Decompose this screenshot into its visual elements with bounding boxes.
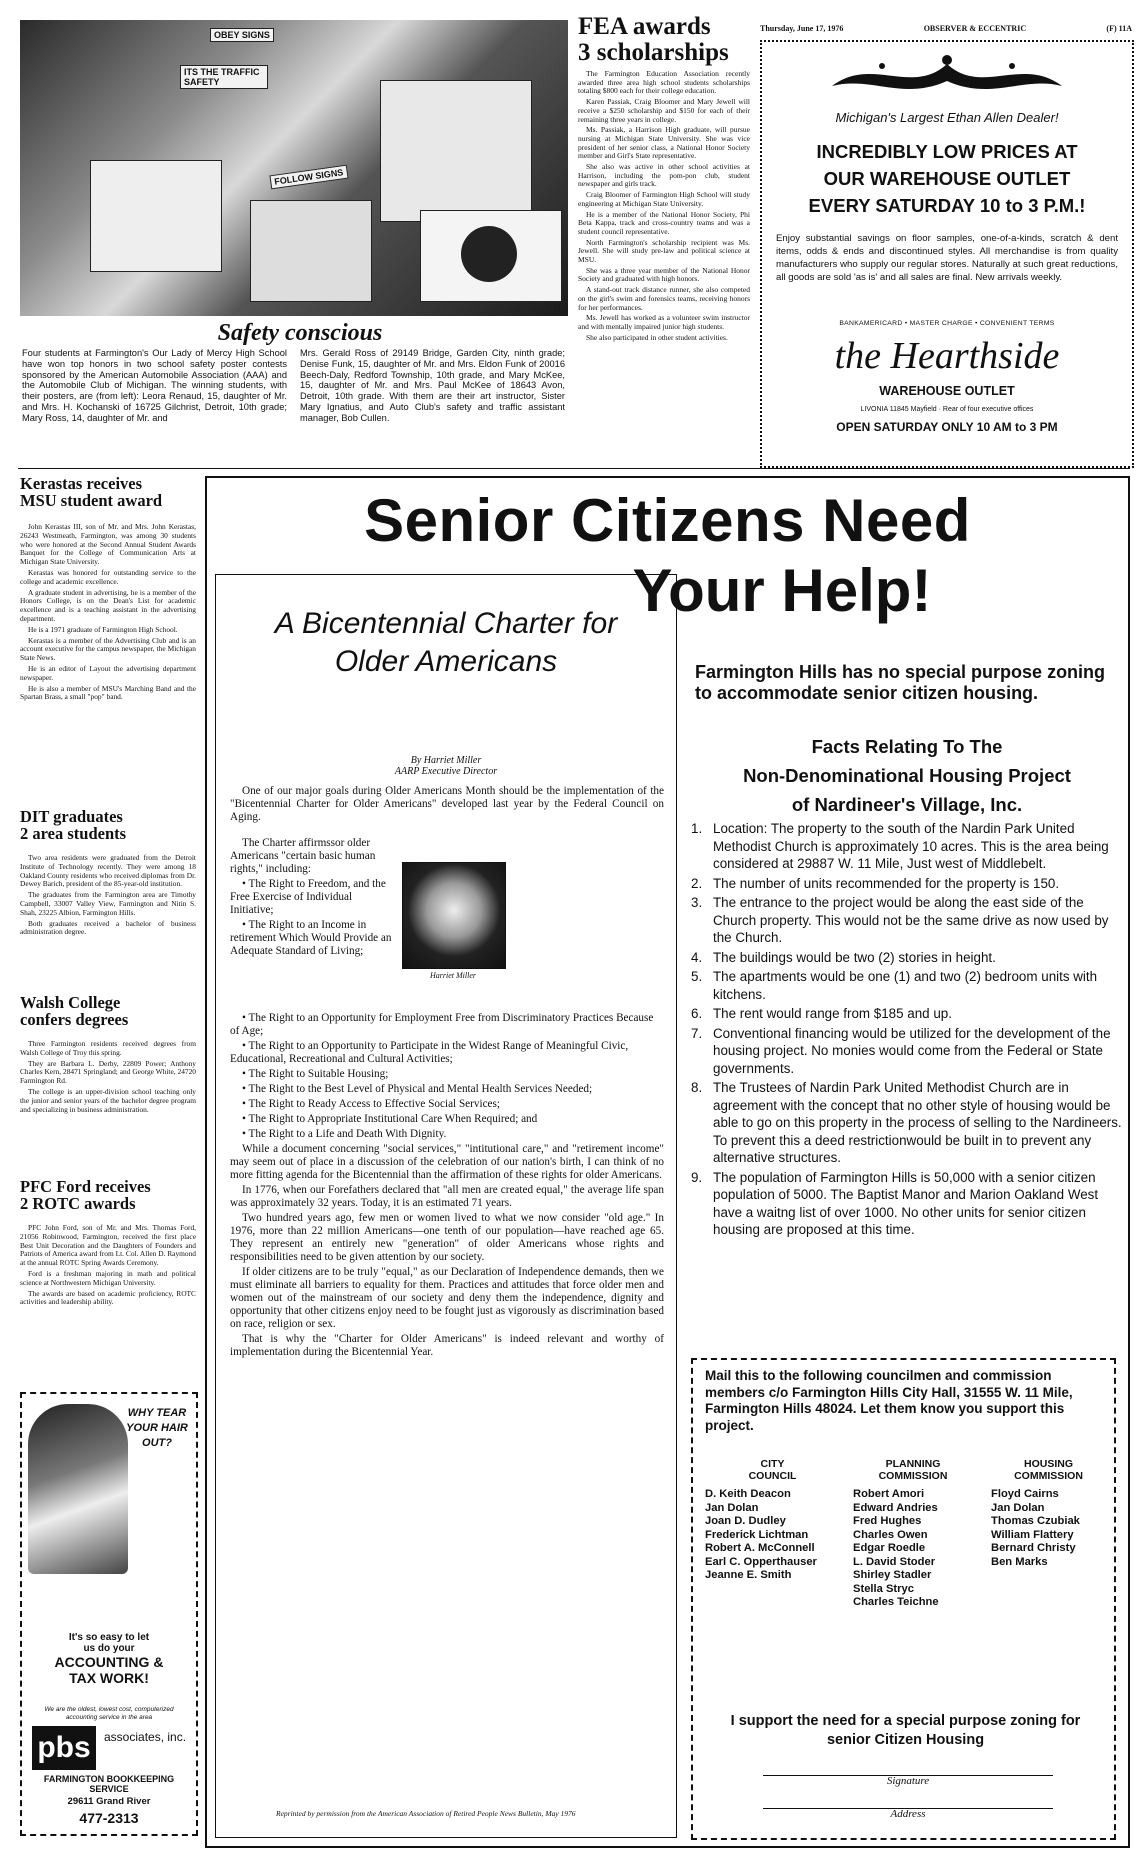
right-item: • The Right to the Best Level of Physical and Mental Health Services Needed; (242, 1083, 593, 1095)
list-item: Shirley Stadler (853, 1569, 932, 1581)
name-list (991, 1488, 1106, 1569)
paragraph: One of our major goals during Older Americans Month should be the implementation of the "Bicentennial Charter for Older Americans" developed last year by the Federal Council on Aging. (230, 785, 664, 823)
fact-text: The Trustees of Nardin Park United Methodist Church are in agreement with the concept that no other style of housing would be able to go on this property in the process of selling to the Nardineers. To prevent this a deed restrictionwould be built in to prevent any alternative structures. (713, 1080, 1122, 1165)
fact-item (691, 949, 1123, 967)
list-item: Jan Dolan (705, 1501, 759, 1514)
name-list (853, 1488, 973, 1610)
fact-number: 5. (691, 969, 703, 984)
right-item: • The Right to an Income in retirement Which Would Provide an Adequate Standard of Living; (230, 919, 392, 957)
byline-role: AARP Executive Director (394, 766, 498, 777)
right-item: • The Right to an Opportunity for Employment Free from Discriminatory Practices Because of Age; (230, 1012, 654, 1037)
signature-label: Signature (886, 1775, 930, 1787)
zoning-statement: Farmington Hills has no special purpose zoning to accommodate senior citizen housing. (695, 662, 1106, 703)
fact-number: 7. (691, 1025, 703, 1041)
paragraph: While a document concerning "social services," "intitutional care," and "retirement income" may seem out of place in a discussion of the celebration of our nation's birth, I can think of no more fitting agenda for the Bicentennial than the affirmation of these rights for older Americans. (230, 1143, 664, 1181)
slogan-line: TAX WORK! (69, 1670, 149, 1686)
fea-headline-line: 3 scholarships (578, 39, 729, 67)
heading-line: COMMISSION (1014, 1470, 1083, 1482)
list-item: Floyd Cairns (991, 1488, 1059, 1500)
slogan-line: us do your (83, 1643, 135, 1654)
paragraph: He is a 1971 graduate of Farmington High School. (28, 624, 178, 634)
ad-tagline: Michigan's Largest Ethan Allen Dealer! (835, 110, 1059, 125)
photo-sign: FOLLOW SIGNS (269, 165, 348, 190)
fea-headline-line: FEA awards (578, 13, 711, 40)
fact-text: Conventional financing would be utilized for the development of the housing project. No monies would come from the Federal or State governments. (713, 1025, 1111, 1076)
masthead-date: Thursday, June 17, 1976 (760, 24, 844, 33)
headline-line: 2 area students (20, 824, 127, 844)
ad-body: Enjoy substantial savings on floor samples, one-of-a-kinds, scratch & dent items, odds & ends and discontinued styles. All merchandise is from quality manufacturers who supply our regular stores. Naturally at such great reductions, all goods are sold 'as is' and all sales are final. New arrivals weekly. (776, 233, 1118, 283)
mail-coupon (691, 1358, 1116, 1840)
slogan-line: ACCOUNTING & (54, 1654, 164, 1670)
headline-line: MSU student award (20, 491, 163, 511)
headline-line: Walsh College (20, 993, 121, 1012)
photo-sign: ITS THE TRAFFIC SAFETY (180, 65, 268, 89)
slogan-line: It's so easy to let (68, 1632, 150, 1643)
right-item: • The Right to a Life and Death With Dignity. (242, 1128, 447, 1140)
charter-intro (230, 785, 664, 826)
paragraph: She also participated in other student activities. (586, 332, 728, 342)
masthead-page: (F) 11A (1106, 24, 1132, 33)
charter-byline (216, 755, 676, 777)
charter-rights-wide (230, 1012, 664, 1361)
fact-item (691, 1079, 1123, 1167)
list-item: Jan Dolan (991, 1501, 1045, 1514)
headline-line: 2 ROTC awards (20, 1194, 136, 1214)
fact-text: The number of units recommended for the property is 150. (713, 875, 1060, 891)
list-item: Jeanne E. Smith (705, 1569, 792, 1581)
paragraph: Three Farmington residents received degrees from Walsh College of Troy this spring. (20, 1039, 196, 1057)
charter-rights-narrow (230, 837, 395, 960)
pfc-headline (20, 1178, 196, 1213)
reprint-note: Reprinted by permission from the American Association of Retired People News Bulletin, May 1976 (276, 1809, 576, 1818)
paragraph: Both graduates received a bachelor of business administration degree. (20, 918, 196, 937)
list-item: Bernard Christy (991, 1542, 1076, 1554)
photo-poster (90, 160, 222, 272)
heading-line: COUNCIL (748, 1470, 797, 1482)
safety-caption-right: Mrs. Gerald Ross of 29149 Bridge, Garden City, ninth grade; Denise Funk, 15, daughter of Mr. and Mrs. Eldon Funk of 20016 Beech-Daly, Redford Township, 10th grade, and Mary McKee, 15, daughter of Mr. and Mrs. Paul McKee of 18643 Avon, Detroit, 10th grade. With them are their art instructor, Sister Mary Ignatius, and Auto Club's safety and traffic assistant manager, Bob Cullen. (300, 348, 565, 423)
senior-headline-2: Your Help! (632, 557, 932, 624)
paragraph: Craig Bloomer of Farmington High School will study engineering at Michigan State University. (578, 190, 750, 208)
ad-headline-line: INCREDIBLY LOW PRICES AT (816, 141, 1078, 162)
safety-caption-left: Four students at Farmington's Our Lady of Mercy High School have won top honors in two school safety poster contests sponsored by the American Automobile Association (AAA) and the Automobile Club of Michigan. The winning students, with their posters, are (from left): Leora Renaud, 15, daughter of Mr. and Mrs. H. Kochanski of 16725 Gilchrist, Detroit, 10th grade; Mary Ross, 14, daughter of Mr. and (22, 348, 287, 423)
speech-bubble: WHY TEAR YOUR HAIR OUT? (126, 1407, 188, 1449)
photo-poster (250, 200, 372, 302)
masthead (760, 24, 1132, 36)
pbs-logo: pbs (32, 1726, 96, 1770)
kerastas-body (20, 523, 196, 704)
heading-line: PLANNING (885, 1458, 941, 1470)
paragraph: The graduates from the Farmington area are Timothy Campbell, 33007 Valley View, Farmington and Nitin S. Shah, 23225 Albion, Farmington Hills. (20, 890, 196, 917)
fea-body (578, 70, 750, 344)
pbs-slogan (22, 1632, 196, 1686)
right-item: • The Right to Freedom, and the Free Exercise of Individual Initiative; (230, 878, 386, 916)
list-item: Joan D. Dudley (705, 1515, 786, 1527)
fact-number: 3. (691, 895, 703, 910)
list-item: Charles Owen (853, 1528, 928, 1541)
list-item: Fred Hughes (853, 1515, 922, 1527)
paragraph: He is also a member of MSU's Marching Band and the Spartan Brass, a small "pop" band. (20, 683, 196, 702)
fact-item (691, 820, 1123, 873)
list-item: Frederick Lichtman (705, 1528, 809, 1541)
ad-logo: the Hearthside (834, 335, 1060, 377)
paragraph: A graduate student in advertising, he is a member of the Honors College, is on the Dean's List for academic excellence and is a teaching assistant in the advertising department. (20, 587, 196, 623)
ad-headline (762, 138, 1132, 219)
photo-poster (420, 210, 562, 302)
charter-box (215, 574, 677, 1838)
paragraph: Karen Passiak, Craig Bloomer and Mary Jewell will receive a $250 scholarship and $150 for each of their remaining three years in college. (578, 97, 750, 124)
fact-text: The population of Farmington Hills is 50,000 with a senior citizen population of 5000. The Baptist Manor and Marion Oakland West have a waitng list of over 1000. No other units for senior citizen housing are proposed at this time. (713, 1169, 1099, 1237)
heading-line: COMMISSION (878, 1470, 948, 1482)
address-label: Address (890, 1808, 926, 1820)
list-item: Earl C. Opperthauser (705, 1555, 817, 1568)
list-item: L. David Stoder (853, 1555, 936, 1568)
facts-title-line: Non-Denominational Housing Project (743, 765, 1071, 786)
pbs-name: FARMINGTON BOOKKEEPING SERVICE (43, 1774, 175, 1794)
ad-outlet: WAREHOUSE OUTLET (879, 384, 1015, 398)
senior-headline-1: Senior Citizens Need (364, 487, 971, 554)
ad-hours: OPEN SATURDAY ONLY 10 AM to 3 PM (836, 420, 1058, 434)
city-council-column (705, 1458, 840, 1583)
paragraph: The Charter affirmssor older Americans "certain basic human rights," including: (230, 837, 376, 875)
photo-poster (380, 80, 532, 222)
divider (18, 468, 1130, 469)
cartoon-man (28, 1404, 128, 1574)
paragraph: The college is an upper-division school teaching only the junior and senior years of the bachelor degree program and specializing in business administration. (20, 1086, 196, 1114)
fact-item (691, 968, 1123, 1003)
pbs-ad (20, 1392, 198, 1836)
fact-item (691, 1025, 1123, 1078)
pbs-phone: 477-2313 (79, 1810, 139, 1826)
pbs-address: 29611 Grand River (67, 1796, 151, 1807)
safety-headline: Safety conscious (217, 320, 383, 346)
column-heading (991, 1458, 1106, 1482)
right-item: • The Right to Appropriate Institutional Care When Required; and (242, 1113, 538, 1125)
list-item: Robert A. McConnell (705, 1542, 815, 1554)
fact-text: Location: The property to the south of the Nardin Park United Methodist Church is approximately 10 acres. This is the area being considered at 29887 W. 11 Mile, Just west of Middlebelt. (713, 821, 1109, 871)
headline-line: DIT graduates (20, 807, 123, 826)
paragraph: Ms. Jewell has worked as a volunteer swim instructor and with mentally impaired junior high students. (578, 313, 750, 331)
fact-number: 1. (691, 821, 703, 836)
paragraph: If older citizens are to be truly "equal," as our Declaration of Independence demands, then we must eliminate all barriers to equality for them. Practices and attitudes that force older men and women out of the mainstream of our society and deny them the independence, dignity and opportunity that other citizens enjoy need to be fought just as vigorously as discrimination based on race, religion or sex. (230, 1266, 664, 1330)
paragraph: She also was active in other school activities at Harrison, including the pom-pon club, student newspaper and girls track. (578, 162, 750, 189)
paragraph: The awards are based on academic proficiency, ROTC activities and leadership ability. (20, 1288, 196, 1307)
charter-title: A Bicentennial Charter for Older Americans (274, 607, 618, 678)
senior-ad (205, 476, 1130, 1848)
fea-headline (578, 14, 758, 67)
hearthside-ad (760, 40, 1134, 468)
fact-item (691, 875, 1123, 893)
pfc-body (20, 1224, 196, 1309)
photo-sign: OBEY SIGNS (210, 28, 274, 42)
fact-number: 9. (691, 1169, 703, 1185)
fact-item (691, 894, 1123, 947)
paragraph: Ford is a freshman majoring in math and political science at Northwestern Michigan University. (20, 1268, 196, 1287)
list-item: D. Keith Deacon (705, 1488, 791, 1500)
dit-headline (20, 808, 196, 843)
harriet-photo (402, 862, 506, 969)
facts-list (691, 820, 1123, 1241)
headline-line: PFC Ford receives (20, 1177, 151, 1196)
column-heading (705, 1458, 840, 1482)
paragraph: He is a member of the National Honor Society, Phi Beta Kappa, track and cross-country teams and was a student council representative. (578, 209, 750, 236)
ornament-banner (762, 46, 1132, 106)
facts-title-line: of Nardineer's Village, Inc. (791, 794, 1023, 815)
paragraph: PFC John Ford, son of Mr. and Mrs. Thomas Ford, 21056 Robinwood, Farmington, received the first place Best Unit Decoration and the Daughters of Founders and Patriots of America award from Lt. Col. Allen D. Raymond at the annual ROTC Spring Awards Ceremony. (20, 1223, 196, 1268)
ad-address: LIVONIA 11845 Mayfield · Rear of four executive offices (860, 406, 1034, 413)
fact-number: 8. (691, 1080, 703, 1095)
walsh-headline (20, 994, 196, 1029)
paragraph: Kerastas was honored for outstanding service to the college and academic excellence. (20, 567, 196, 586)
planning-column (853, 1458, 973, 1610)
fact-number: 4. (691, 949, 703, 965)
fact-number: 6. (691, 1006, 703, 1021)
support-statement: I support the need for a special purpose zoning for senior Citizen Housing (730, 1713, 1081, 1748)
list-item: Stella Stryc (853, 1582, 914, 1595)
paragraph: The Farmington Education Association recently awarded three area high school students scholarships totaling $800 each for their college education. (578, 69, 750, 96)
fact-number: 2. (691, 875, 703, 891)
ad-headline-line: OUR WAREHOUSE OUTLET (823, 168, 1071, 189)
column-heading (853, 1458, 973, 1482)
paragraph: Two area residents were graduated from the Detroit Institute of Technology recently. They were among 18 Oakland County residents who received diplomas from Dr. Dewey Barich, president of the 85-year-old institution. (20, 853, 196, 889)
paragraph: In 1776, when our Forefathers declared that "all men are created equal," the average life span was approximately 32 years. Today, it is an estimated 71 years. (230, 1184, 664, 1209)
pbs-assoc: associates, inc. (104, 1730, 187, 1744)
paragraph: Two hundred years ago, few men or women lived to what we now consider "old age." In 1976, more than 22 million Americans—one tenth of our population—have reached age 65. They represent an entirely new "generation" of older Americans whose rights and responsibilities need to be given attention by our society. (230, 1212, 664, 1263)
paragraph: A stand-out track distance runner, she also competed on the girl's swim and forensics teams, receiving honors for her performances. (578, 285, 750, 312)
right-item: • The Right to Suitable Housing; (242, 1068, 389, 1080)
photo-caption: Harriet Miller (430, 971, 476, 980)
list-item: Thomas Czubiak (991, 1515, 1080, 1527)
safety-photo (20, 20, 568, 316)
masthead-paper: OBSERVER & ECCENTRIC (923, 24, 1027, 33)
paragraph: That is why the "Charter for Older Americans" is indeed relevant and worthy of implementation during the Bicentennial Year. (230, 1333, 664, 1358)
ad-headline-line: EVERY SATURDAY 10 to 3 P.M.! (808, 195, 1086, 216)
list-item: William Flattery (991, 1528, 1074, 1541)
paragraph: North Farmington's scholarship recipient was Ms. Jewell. She will study pre-law and political science at MSU. (578, 237, 750, 265)
heading-line: HOUSING (1023, 1458, 1073, 1470)
paragraph: Kerastas is a member of the Advertising Club and is an account executive for the campus newspaper, the Michigan State News. (20, 635, 196, 663)
heading-line: CITY (760, 1458, 785, 1470)
list-item: Robert Amori (853, 1488, 925, 1500)
paragraph: He is an editor of Layout the advertising department newspaper. (20, 663, 196, 682)
list-item: Edward Andries (853, 1501, 938, 1514)
paragraph: She was a three year member of the National Honor Society and graduated with high honors. (578, 265, 750, 284)
housing-column (991, 1458, 1106, 1569)
right-item: • The Right to an Opportunity to Participate in the Widest Range of Meaningful Civic, Educational, Recreational and Cultural Activities; (230, 1040, 629, 1065)
byline-name: By Harriet Miller (410, 755, 482, 766)
ad-cards: BANKAMERICARD • MASTER CHARGE • CONVENIENT TERMS (839, 320, 1055, 327)
fact-text: The buildings would be two (2) stories in height. (713, 949, 996, 965)
fact-text: The entrance to the project would be along the east side of the Church property. This would not be the same drive as now used by the Church. (713, 895, 1109, 945)
headline-line: Kerastas receives (20, 474, 143, 493)
fact-text: The rent would range from $185 and up. (713, 1006, 952, 1021)
mail-instructions: Mail this to the following councilmen and commission members c/o Farmington Hills City Hall, 31555 W. 11 Mile, Farmington Hills 48024. Let them know you support this project. (705, 1368, 1073, 1433)
paragraph: Ms. Passiak, a Harrison High graduate, will pursue nursing at Michigan State University. She was vice president of her senior class, a National Honor Society member and Girl's State representative. (578, 125, 750, 161)
dit-body (20, 854, 196, 939)
walsh-body (20, 1040, 196, 1116)
facts-title (691, 732, 1123, 819)
name-list (705, 1488, 840, 1583)
fact-text: The apartments would be one (1) and two (2) bedroom units with kitchens. (713, 969, 1098, 1002)
facts-title-line: Facts Relating To The (811, 736, 1003, 757)
list-item: Charles Teichne (853, 1596, 939, 1608)
kerastas-headline (20, 475, 196, 510)
pbs-small: We are the oldest, lowest cost, computerized accounting service in the area (44, 1706, 174, 1721)
fact-item (691, 1169, 1123, 1239)
list-item: Ben Marks (991, 1555, 1048, 1568)
list-item: Edgar Roedle (853, 1542, 926, 1554)
paragraph: They are Barbara L. Derby, 22809 Power; Anthony Charles Kern, 28471 Springland; and George White, 24720 Farmington Rd. (20, 1058, 196, 1086)
headline-line: confers degrees (20, 1010, 129, 1030)
right-item: • The Right to Ready Access to Effective Social Services; (242, 1098, 500, 1110)
paragraph: John Kerastas III, son of Mr. and Mrs. John Kerastas, 26243 Westmeath, Farmington, was among 30 students who were honored at the Second Annual Student Awards Banquet for the College of Communication Arts at Michigan State University. (20, 522, 196, 567)
fact-item (691, 1005, 1123, 1023)
